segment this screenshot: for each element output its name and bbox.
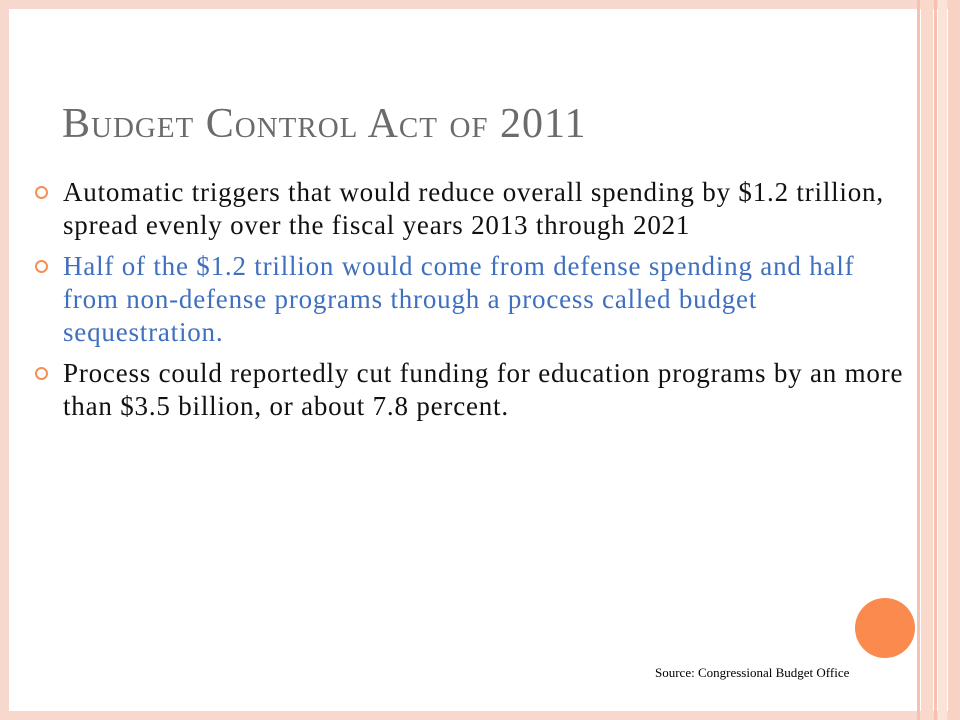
bullet-text: Process could reportedly cut funding for education programs by an more than $3.5 billion, or about 7.8 percent. — [63, 358, 904, 421]
bullet-item — [34, 357, 904, 423]
ring-bullet-icon — [35, 186, 48, 199]
right-stripe — [938, 0, 947, 720]
right-stripe — [948, 0, 960, 720]
ring-bullet-icon — [35, 367, 48, 380]
slide-title: Budget Control Act of 2011 — [62, 101, 587, 147]
bullet-item — [34, 176, 904, 242]
bullet-item — [34, 250, 904, 349]
right-stripe — [934, 0, 937, 720]
orange-circle-icon — [855, 598, 915, 658]
bullet-list — [34, 176, 904, 431]
bullet-text: Automatic triggers that would reduce overall spending by $1.2 trillion, spread evenly over the fiscal years 2013 through 2021 — [63, 177, 884, 240]
frame-bottom-border — [0, 711, 960, 720]
frame-top-border — [0, 0, 960, 9]
right-stripe — [917, 0, 920, 720]
right-stripe — [921, 0, 933, 720]
ring-bullet-icon — [35, 260, 48, 273]
bullet-text: Half of the $1.2 trillion would come from defense spending and half from non-defense programs through a process called budget sequestration. — [63, 251, 855, 347]
frame-left-border — [0, 0, 9, 720]
source-note: Source: Congressional Budget Office — [655, 665, 850, 680]
